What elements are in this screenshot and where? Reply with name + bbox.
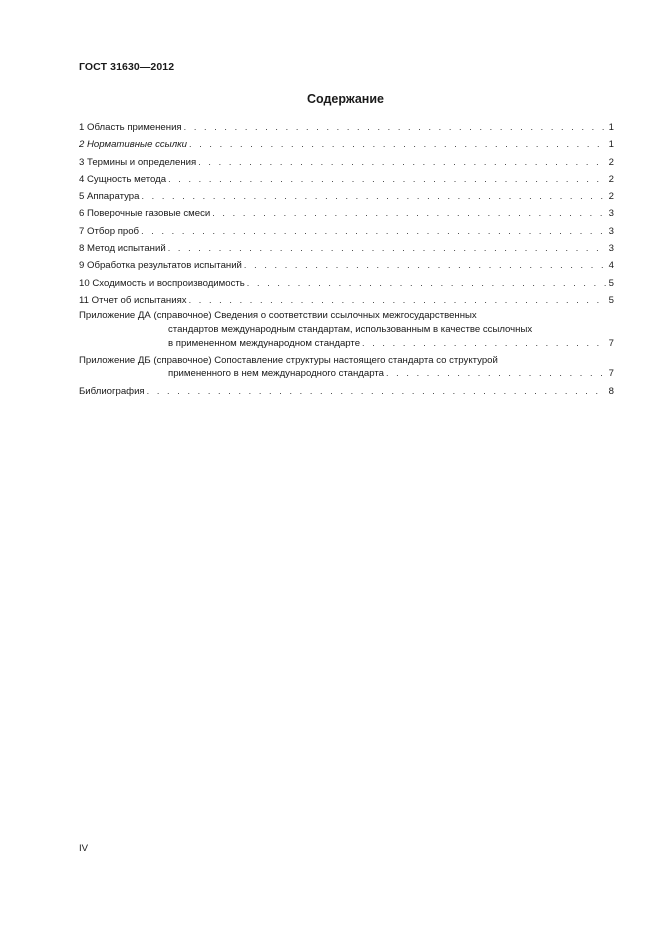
toc-entry-label: 2 Нормативные ссылки [79, 139, 188, 151]
toc-entry[interactable] [79, 275, 614, 292]
toc-appendix-da[interactable] [79, 309, 614, 350]
toc-entry[interactable] [79, 257, 614, 274]
toc-entry-label: 8 Метод испытаний [79, 243, 166, 255]
leader-dots [168, 171, 606, 187]
toc-entry-page: 7 [608, 368, 614, 380]
leader-dots [189, 292, 606, 308]
toc-entry-page: 7 [608, 337, 614, 349]
toc-entry-page: 1 [608, 122, 614, 133]
toc-entry-page: 2 [608, 173, 614, 185]
toc-entry-label: 7 Отбор проб [79, 225, 140, 237]
toc-entry[interactable] [79, 240, 614, 257]
toc-entry-page: 4 [608, 260, 614, 272]
leader-dots [141, 188, 606, 204]
toc-entry-label: 10 Сходимость и воспроизводимость [79, 277, 245, 289]
leader-dots [184, 119, 606, 135]
appendix-line: примененного в нем международного стандарта [168, 368, 384, 380]
toc-entry[interactable] [79, 205, 614, 222]
leader-dots [147, 383, 606, 399]
table-of-contents [79, 119, 614, 401]
appendix-line: Приложение ДА (справочное) Сведения о соответствии ссылочных межгосударственных [79, 310, 477, 322]
appendix-last-line [79, 337, 614, 351]
toc-entry[interactable] [79, 119, 614, 136]
toc-entry[interactable] [79, 223, 614, 240]
toc-entry-label: Библиография [79, 386, 145, 398]
toc-entry-label: 1 Область применения [79, 122, 182, 133]
toc-entry-page: 8 [608, 386, 614, 398]
leader-dots [168, 240, 606, 256]
toc-title: Содержание [306, 92, 384, 106]
toc-bibliography[interactable] [79, 383, 614, 400]
toc-entry[interactable] [79, 154, 614, 171]
toc-entry-page: 3 [608, 208, 614, 220]
toc-entry-label: 5 Аппаратура [79, 191, 140, 203]
toc-entry-label: 6 Поверочные газовые смеси [79, 208, 211, 220]
toc-entry[interactable] [79, 136, 614, 153]
leader-dots [141, 223, 606, 239]
toc-entry-label: 4 Сущность метода [79, 173, 167, 185]
appendix-line: в примененном международном стандарте [168, 337, 361, 349]
toc-entry-page: 5 [608, 294, 614, 306]
toc-entry-label: 9 Обработка результатов испытаний [79, 260, 242, 272]
toc-entry-page: 3 [608, 243, 614, 255]
leader-dots [212, 205, 606, 221]
leader-dots [189, 136, 606, 152]
toc-entry-label: 3 Термины и определения [79, 156, 197, 168]
toc-entry-page: 3 [608, 225, 614, 237]
appendix-line: стандартов международным стандартам, использованным в качестве ссылочных [168, 324, 533, 336]
leader-dots [198, 154, 606, 170]
toc-entry-page: 5 [608, 277, 614, 289]
toc-entry-label: 11 Отчет об испытаниях [79, 294, 187, 306]
toc-entry-page: 2 [608, 156, 614, 168]
standard-designation: ГОСТ 31630—2012 [79, 61, 175, 73]
toc-entry[interactable] [79, 292, 614, 309]
toc-appendix-db[interactable] [79, 354, 614, 382]
appendix-line: Приложение ДБ (справочное) Сопоставление структуры настоящего стандарта со структурой [79, 354, 498, 366]
toc-entry-page: 2 [608, 191, 614, 203]
toc-entry[interactable] [79, 188, 614, 205]
toc-entry[interactable] [79, 171, 614, 188]
toc-entry-page: 1 [608, 139, 614, 151]
leader-dots [244, 257, 606, 273]
leader-dots [386, 367, 606, 381]
leader-dots [362, 337, 606, 351]
page-number: IV [79, 843, 89, 854]
leader-dots [247, 275, 606, 291]
appendix-last-line [79, 367, 614, 381]
